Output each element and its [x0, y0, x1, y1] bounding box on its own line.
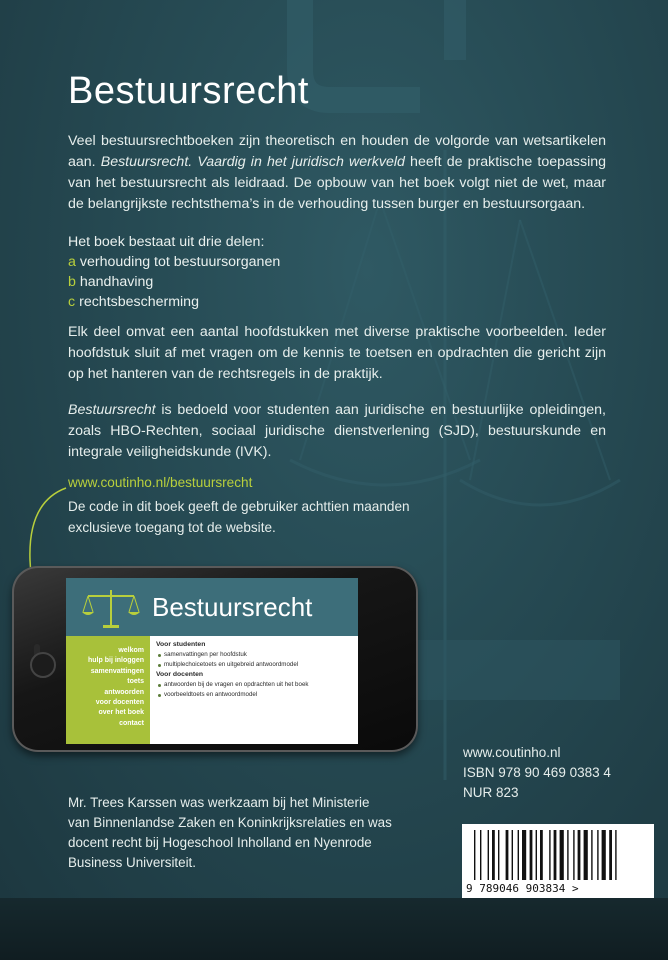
phone-screen: [66, 578, 358, 744]
screen-content: [156, 640, 352, 700]
nav-item-samenvattingen[interactable]: samenvattingen: [90, 667, 144, 675]
barcode-bar: [506, 830, 509, 880]
bio-line: van Binnenlandse Zaken en Koninkrijksrelaties en was: [68, 815, 392, 830]
part-text: rechtsbescherming: [79, 294, 199, 310]
website-link[interactable]: www.coutinho.nl/bestuursrecht: [68, 475, 253, 490]
nav-item-docenten[interactable]: voor docenten: [95, 699, 144, 707]
intro-text-2: heeft de praktische toepassing van het bestuursrecht als leidraad. De opbouw van het boek volgt niet de wet, maar de belangrijkste rechtsthema’s in de verhouding tussen burger en bestuursorgaan.: [68, 154, 607, 212]
scales-of-justice-icon: [82, 586, 140, 630]
audience-text: is bedoeld voor studenten aan juridische en bestuurlijke opleidingen, zoals HBO-Rechten, sociaal juridische dienstverlening (SJD), bestuurskunde en integrale veiligheidskunde (IVK).: [68, 402, 606, 460]
nav-item-antwoorden[interactable]: antwoorden: [104, 688, 144, 696]
screen-header: [66, 578, 358, 636]
intro-text-1: Veel bestuursrechtboeken zijn theoretisch en houden de volgorde van wetsartikelen aan.: [68, 133, 606, 170]
barcode-bar: [512, 830, 513, 880]
barcode-bar: [488, 830, 489, 880]
part-letter: c: [68, 294, 76, 310]
screen-nav: [66, 636, 150, 744]
audience-paragraph: [68, 400, 606, 463]
part-item-a: [68, 252, 280, 272]
barcode-bar: [584, 830, 588, 880]
nav-item-welkom[interactable]: welkom: [118, 647, 144, 654]
nur-code: NUR 823: [463, 785, 519, 800]
barcode-bar: [597, 830, 598, 880]
parts-list: [68, 232, 280, 312]
barcode-bar: [560, 830, 564, 880]
barcode-icon: [470, 830, 646, 882]
nav-item-toets[interactable]: toets: [127, 678, 144, 686]
code-access-text: [68, 496, 410, 538]
isbn: ISBN 978 90 469 0383 4: [463, 765, 611, 780]
barcode-bar: [474, 830, 475, 880]
nav-item-hulp[interactable]: hulp bij inloggen: [88, 657, 144, 665]
barcode-bar: [578, 830, 581, 880]
publisher-url[interactable]: www.coutinho.nl: [463, 745, 561, 760]
code-line: exclusieve toegang tot de website.: [68, 520, 276, 535]
barcode-bar: [536, 830, 537, 880]
barcode-bar: [554, 830, 557, 880]
barcode-bar: [498, 830, 499, 880]
students-item[interactable]: samenvattingen per hoofdstuk: [156, 650, 352, 660]
barcode-bar: [549, 830, 550, 880]
part-item-c: [68, 292, 280, 312]
barcode-bar: [522, 830, 526, 880]
part-item-b: [68, 272, 280, 292]
students-heading: Voor studenten: [156, 641, 206, 648]
screen-title: Bestuursrecht: [152, 592, 313, 622]
audience-book-title-italic: Bestuursrecht: [68, 402, 156, 418]
barcode-bar: [609, 830, 612, 880]
barcode-bar: [540, 830, 543, 880]
barcode-bar: [518, 830, 519, 880]
parts-intro: Het boek bestaat uit drie delen:: [68, 234, 265, 250]
nav-item-over-boek[interactable]: over het boek: [98, 709, 144, 717]
publication-info: [463, 743, 611, 803]
barcode-bar: [492, 830, 495, 880]
phone-home-button: [30, 652, 56, 678]
code-line: De code in dit boek geeft de gebruiker achttien maanden: [68, 499, 410, 514]
barcode-bar: [530, 830, 533, 880]
bio-line: Mr. Trees Karssen was werkzaam bij het Ministerie: [68, 795, 370, 810]
barcode-bar: [602, 830, 606, 880]
intro-paragraph: [68, 131, 606, 215]
bottom-band: [0, 898, 668, 960]
teachers-heading: Voor docenten: [156, 671, 204, 678]
intro-book-title-italic: Bestuursrecht. Vaardig in het juridisch werkveld: [100, 154, 405, 170]
bio-line: docent recht bij Hogeschool Inholland en Nyenrode: [68, 835, 372, 850]
chapters-paragraph: Elk deel omvat een aantal hoofdstukken met diverse praktische voorbeelden. Ieder hoofdstuk sluit af met vragen om de kennis te toetsen en opdrachten die gericht zijn op het hanteren van de rechtsregels in de praktijk.: [68, 324, 606, 382]
barcode-digits: 9 789046 903834 >: [466, 882, 579, 895]
bio-line: Business Universiteit.: [68, 855, 197, 870]
part-letter: b: [68, 274, 76, 290]
book-title: Bestuursrecht: [68, 70, 309, 112]
barcode-bar: [591, 830, 592, 880]
part-letter: a: [68, 254, 76, 270]
barcode-bar: [567, 830, 568, 880]
teachers-item[interactable]: voorbeeldtoets en antwoordmodel: [156, 690, 352, 700]
author-bio: [68, 793, 420, 873]
students-item[interactable]: multiplechoicetoets en uitgebreid antwoordmodel: [156, 660, 352, 670]
part-text: handhaving: [79, 274, 154, 290]
teachers-item[interactable]: antwoorden bij de vragen en opdrachten uit het boek: [156, 680, 352, 690]
part-text: verhouding tot bestuursorganen: [79, 254, 281, 270]
nav-item-contact[interactable]: contact: [119, 719, 144, 727]
barcode-bar: [573, 830, 574, 880]
barcode-bar: [615, 830, 616, 880]
barcode-bar: [480, 830, 481, 880]
barcode: [462, 824, 654, 898]
